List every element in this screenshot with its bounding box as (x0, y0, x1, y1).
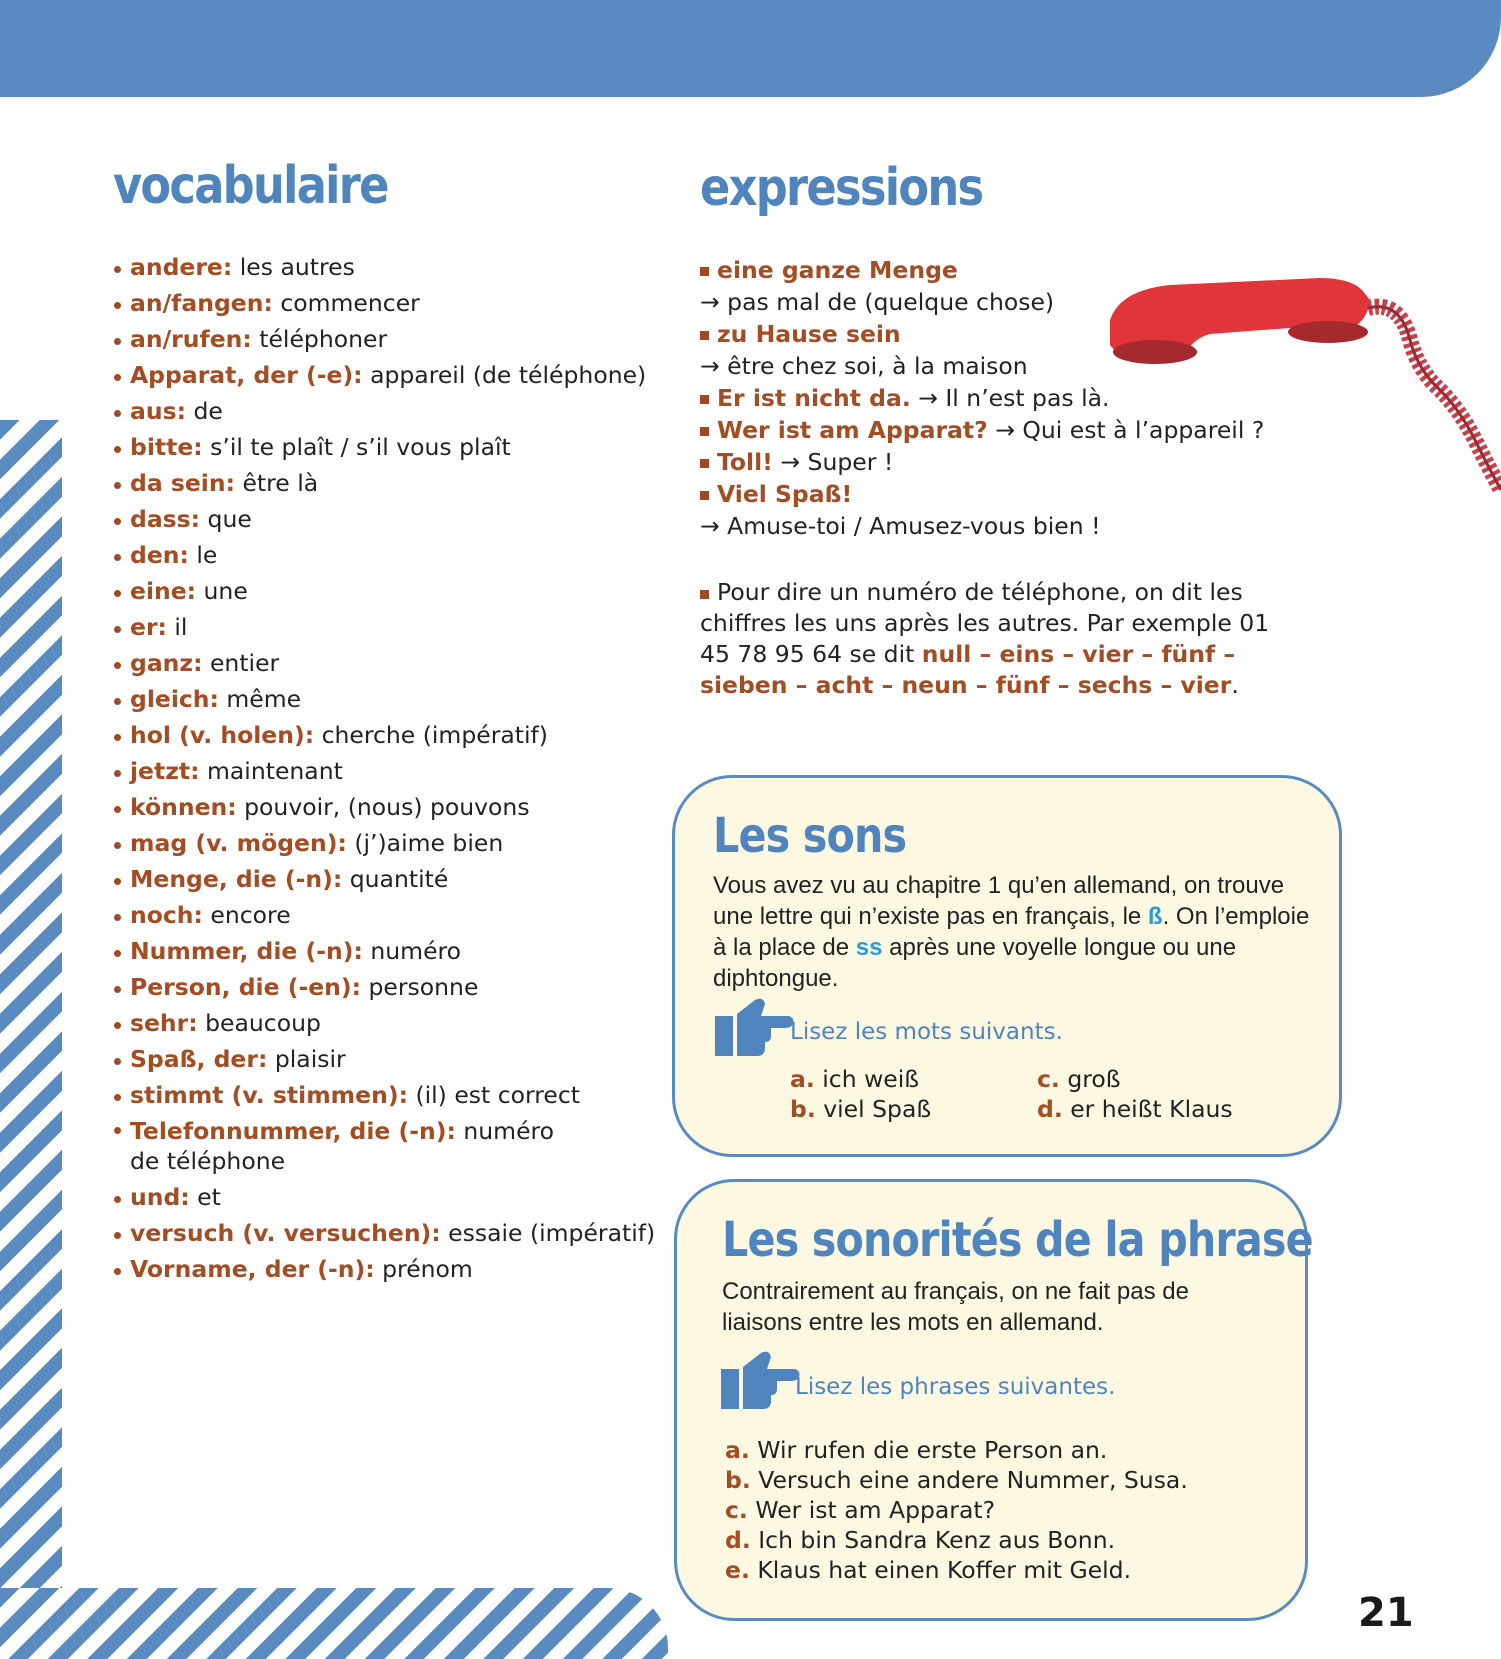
vocab-definition: être là (234, 469, 319, 497)
vocab-definition: cherche (impératif) (314, 721, 548, 749)
vocab-term: noch: (130, 901, 203, 929)
expression-term: eine ganze Menge (717, 256, 958, 284)
vocab-term: Nummer, die (-n): (130, 937, 363, 965)
vocab-item (112, 465, 672, 501)
vocab-term: bitte: (130, 433, 203, 461)
sentence-letter: b. (725, 1466, 751, 1494)
expressions-heading: expressions (700, 158, 983, 218)
vocab-term: Spaß, der: (130, 1045, 268, 1073)
vocab-item (112, 897, 672, 933)
sentence-item (725, 1556, 1131, 1584)
vocab-definition: et (189, 1183, 221, 1211)
vocab-definition: quantité (342, 865, 449, 893)
vocab-term: mag (v. mögen): (130, 829, 347, 857)
expression-term: Wer ist am Apparat? (717, 416, 988, 444)
sentence-letter: c. (725, 1496, 748, 1524)
expression-translation: → être chez soi, à la maison (700, 352, 1028, 380)
vocab-term: ganz: (130, 649, 203, 677)
pointing-hand-icon (721, 1349, 801, 1415)
vocab-item (112, 573, 672, 609)
vocab-item (112, 1041, 672, 1077)
vocab-definition: (j’)aime bien (346, 829, 504, 857)
vocab-term: er: (130, 613, 167, 641)
word-letter: c. (1037, 1065, 1060, 1093)
word-text: ich weiß (814, 1065, 920, 1093)
vocab-definition: appareil (de téléphone) (362, 361, 647, 389)
word-letter: d. (1037, 1095, 1063, 1123)
left-stripe-decoration (0, 420, 62, 1659)
vocab-definition: maintenant (199, 757, 343, 785)
expression-term: Er ist nicht da. (717, 384, 911, 412)
vocab-item (112, 1077, 672, 1113)
vocab-term: Person, die (-en): (130, 973, 362, 1001)
vocab-term: den: (130, 541, 189, 569)
vocab-definition: même (218, 685, 302, 713)
vocab-item (112, 969, 672, 1005)
vocabulary-list (112, 249, 672, 1287)
les-sons-text (713, 870, 1313, 994)
sentence-letter: d. (725, 1526, 751, 1554)
vocab-term: eine: (130, 577, 197, 605)
vocab-item (112, 609, 672, 645)
word-letter: a. (790, 1065, 815, 1093)
ss-letters: ss (855, 934, 883, 961)
telephone-handset-icon (1100, 260, 1501, 530)
expression-term: Viel Spaß! (717, 480, 853, 508)
vocab-term: gleich: (130, 685, 219, 713)
sonorites-text: Contrairement au français, on ne fait pas de liaisons entre les mots en allemand. (722, 1278, 1189, 1336)
expression-translation: → Amuse-toi / Amusez-vous bien ! (700, 512, 1101, 540)
vocab-definition: de (185, 397, 223, 425)
vocab-term: an/fangen: (130, 289, 273, 317)
vocab-item (112, 825, 672, 861)
expression-translation: → pas mal de (quelque chose) (700, 288, 1055, 316)
word-text: viel Spaß (815, 1095, 932, 1123)
vocab-item (112, 1251, 672, 1287)
vocab-definition: pouvoir, (nous) pouvons (236, 793, 530, 821)
vocab-definition: les autres (232, 253, 355, 281)
vocab-item (112, 537, 672, 573)
eszett-letter: ß (1147, 903, 1163, 930)
les-sons-box (672, 775, 1342, 1157)
vocab-item (112, 1179, 672, 1215)
vocab-term: Menge, die (-n): (130, 865, 343, 893)
vocab-definition: plaisir (267, 1045, 346, 1073)
vocab-term: andere: (130, 253, 233, 281)
word-letter: b. (790, 1095, 816, 1123)
sonorites-title: Les sonorités de la phrase (722, 1212, 1313, 1268)
vocab-item (112, 501, 672, 537)
vocab-term: versuch (v. versuchen): (130, 1219, 441, 1247)
bottom-stripe-decoration (0, 1588, 668, 1659)
pointing-hand-icon (715, 996, 795, 1062)
sentence-item (725, 1466, 1188, 1494)
word-text: groß (1059, 1065, 1121, 1093)
vocab-definition: le (188, 541, 218, 569)
vocab-item (112, 285, 672, 321)
vocab-term: stimmt (v. stimmen): (130, 1081, 408, 1109)
sons-instruction: Lisez les mots suivants. (790, 1019, 1063, 1045)
sentence-text: Versuch eine andere Nummer, Susa. (750, 1466, 1188, 1494)
vocab-item (112, 933, 672, 969)
phone-number-note (700, 577, 1280, 701)
sentence-text: Wir rufen die erste Person an. (749, 1436, 1108, 1464)
word-text: er heißt Klaus (1062, 1095, 1233, 1123)
vocab-definition: numéro (362, 937, 462, 965)
top-banner (0, 0, 1501, 97)
vocabulaire-heading: vocabulaire (113, 156, 388, 216)
vocab-definition: (il) est correct (407, 1081, 580, 1109)
vocab-definition: que (200, 505, 252, 533)
les-sons-title: Les sons (713, 808, 907, 864)
vocab-term: können: (130, 793, 237, 821)
vocab-term: sehr: (130, 1009, 198, 1037)
vocab-definition: entier (202, 649, 280, 677)
vocab-term: an/rufen: (130, 325, 252, 353)
vocab-item (112, 717, 672, 753)
expression-translation: → Il n’est pas là. (910, 384, 1110, 412)
expression-term: Toll! (717, 448, 773, 476)
vocab-item (112, 645, 672, 681)
vocab-definition: encore (202, 901, 291, 929)
sentence-letter: a. (725, 1436, 750, 1464)
sentence-text: Ich bin Sandra Kenz aus Bonn. (750, 1526, 1116, 1554)
vocab-definition: téléphoner (251, 325, 388, 353)
note-end: . (1231, 671, 1239, 699)
page-number: 21 (1358, 1590, 1414, 1636)
sonorites-phrase-box (674, 1179, 1313, 1621)
vocab-term: hol (v. holen): (130, 721, 315, 749)
sons-text-1: Vous avez vu au chapitre 1 qu’en allemand, on trouve une lettre qui n’existe pas en français, le (713, 872, 1285, 930)
sentence-item (725, 1526, 1115, 1554)
vocab-definition: commencer (272, 289, 420, 317)
sons-word (1037, 1065, 1121, 1093)
sentence-text: Wer ist am Apparat? (747, 1496, 996, 1524)
expression-term: zu Hause sein (717, 320, 901, 348)
note-numbers: null – eins – vier – fünf – sieben – acht – neun – fünf – sechs – vier (700, 640, 1236, 699)
vocab-term: und: (130, 1183, 190, 1211)
sentence-letter: e. (725, 1556, 750, 1584)
vocab-definition: une (196, 577, 248, 605)
sons-word (1037, 1095, 1233, 1123)
vocab-term: aus: (130, 397, 186, 425)
sons-text-2: . On l’emploie à la place de (713, 903, 1310, 961)
vocab-definition: prénom (374, 1255, 473, 1283)
sons-text-3: après une voyelle longue ou une diphtongue. (713, 934, 1237, 992)
sons-word (790, 1065, 919, 1093)
vocab-item (112, 1005, 672, 1041)
vocab-term: Vorname, der (-n): (130, 1255, 375, 1283)
vocab-item (112, 681, 672, 717)
sons-word (790, 1095, 931, 1123)
vocab-term: da sein: (130, 469, 235, 497)
vocab-term: jetzt: (130, 757, 200, 785)
sentence-item (725, 1436, 1107, 1464)
vocab-term: dass: (130, 505, 201, 533)
vocab-item (112, 789, 672, 825)
expression-translation: → Qui est à l’appareil ? (987, 416, 1265, 444)
vocab-term: Apparat, der (-e): (130, 361, 363, 389)
vocab-item (112, 429, 672, 465)
note-text: Pour dire un numéro de téléphone, on dit les chiffres les uns après les autres. Par exemple 01 45 78 95 64 se dit (700, 578, 1270, 668)
vocab-item (112, 1113, 562, 1179)
vocab-term: Telefonnummer, die (-n): (130, 1117, 456, 1145)
vocab-item (112, 357, 672, 393)
vocab-definition: personne (361, 973, 479, 1001)
sentence-item (725, 1496, 995, 1524)
vocab-item (112, 393, 672, 429)
vocab-item (112, 249, 672, 285)
vocab-item (112, 1215, 672, 1251)
vocab-item (112, 861, 672, 897)
expression-translation: → Super ! (772, 448, 894, 476)
vocab-item (112, 753, 672, 789)
vocab-definition: il (166, 613, 188, 641)
sentence-text: Klaus hat einen Koffer mit Geld. (749, 1556, 1132, 1584)
vocab-definition: essaie (impératif) (440, 1219, 656, 1247)
sonorites-instruction: Lisez les phrases suivantes. (795, 1374, 1116, 1400)
vocab-definition: beaucoup (197, 1009, 321, 1037)
vocab-definition: numéro de téléphone (130, 1117, 555, 1175)
vocab-item (112, 321, 672, 357)
vocab-definition: s’il te plaît / s’il vous plaît (202, 433, 511, 461)
